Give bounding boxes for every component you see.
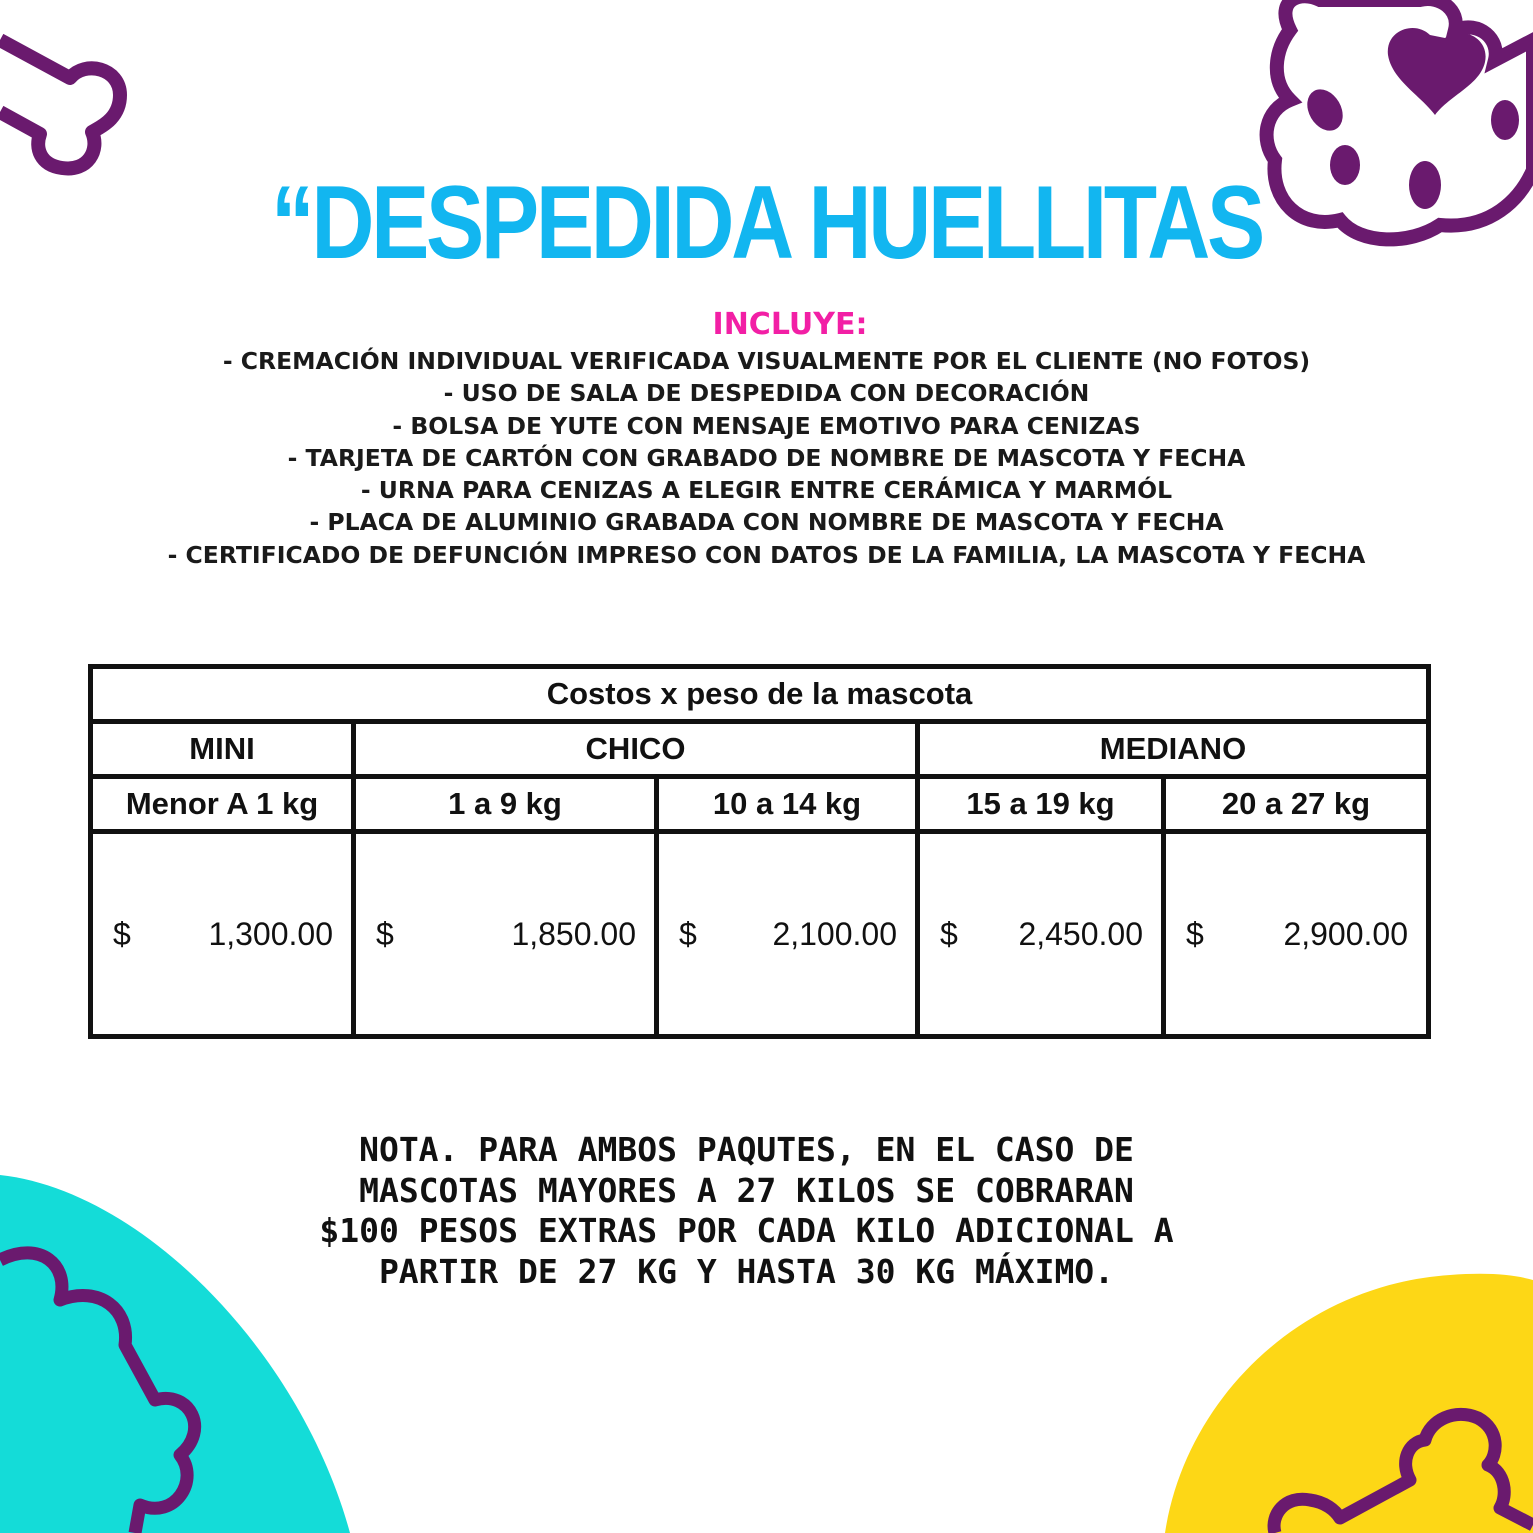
page-title: “DESPEDIDA HUELLITAS xyxy=(271,165,1262,281)
yellow-blob xyxy=(1165,1274,1533,1533)
weight-range-header: 15 a 19 kg xyxy=(918,777,1164,832)
note-line: NOTA. PARA AMBOS PAQUTES, EN EL CASO DE xyxy=(359,1130,1134,1169)
includes-list xyxy=(0,345,1533,571)
weight-range-header: 1 a 9 kg xyxy=(354,777,657,832)
includes-item: - CERTIFICADO DE DEFUNCIÓN IMPRESO CON DATOS DE LA FAMILIA, LA MASCOTA Y FECHA xyxy=(167,540,1366,569)
includes-item: - CREMACIÓN INDIVIDUAL VERIFICADA VISUALMENTE POR EL CLIENTE (NO FOTOS) xyxy=(222,347,1311,375)
size-group-header: MINI xyxy=(91,722,354,777)
includes-item: - URNA PARA CENIZAS A ELEGIR ENTRE CERÁMICA Y MARMÓL xyxy=(360,476,1173,505)
price-row xyxy=(91,832,1429,1037)
table-caption: Costos x peso de la mascota xyxy=(91,667,1429,722)
currency-symbol: $ xyxy=(940,915,958,952)
note-line: MASCOTAS MAYORES A 27 KILOS SE COBRARAN xyxy=(359,1170,1134,1210)
weight-range-header: 10 a 14 kg xyxy=(657,777,918,832)
size-group-header: CHICO xyxy=(354,722,918,777)
weight-range-row xyxy=(91,777,1429,832)
price-value: 2,100.00 xyxy=(772,915,897,952)
currency-symbol: $ xyxy=(679,915,697,952)
price-value: 2,450.00 xyxy=(1018,915,1143,952)
includes-item: - USO DE SALA DE DESPEDIDA CON DECORACIÓN xyxy=(443,379,1090,408)
price-cell xyxy=(918,832,1164,1037)
price-cell xyxy=(354,832,657,1037)
note-line: PARTIR DE 27 KG Y HASTA 30 KG MÁXIMO. xyxy=(378,1251,1115,1291)
includes-item: - TARJETA DE CARTÓN CON GRABADO DE NOMBRE DE MASCOTA Y FECHA xyxy=(287,443,1246,472)
weight-range-header: Menor A 1 kg xyxy=(91,777,354,832)
price-cell xyxy=(657,832,918,1037)
bone-icon-top-left xyxy=(0,40,120,168)
table-caption-row xyxy=(91,667,1429,722)
extra-weight-note xyxy=(0,1130,1493,1292)
currency-symbol: $ xyxy=(376,915,394,952)
size-group-row xyxy=(91,722,1429,777)
includes-heading: INCLUYE: xyxy=(712,307,868,342)
size-group-header: MEDIANO xyxy=(918,722,1429,777)
weight-range-header: 20 a 27 kg xyxy=(1164,777,1429,832)
includes-item: - BOLSA DE YUTE CON MENSAJE EMOTIVO PARA CENIZAS xyxy=(392,411,1141,440)
includes-item: - PLACA DE ALUMINIO GRABADA CON NOMBRE DE MASCOTA Y FECHA xyxy=(309,508,1224,537)
price-value: 1,300.00 xyxy=(208,915,333,952)
note-line: $100 PESOS EXTRAS POR CADA KILO ADICIONAL A xyxy=(319,1211,1174,1250)
price-cell xyxy=(1164,832,1429,1037)
currency-symbol: $ xyxy=(113,915,131,952)
price-value: 1,850.00 xyxy=(511,915,636,952)
price-value: 2,900.00 xyxy=(1283,915,1408,952)
currency-symbol: $ xyxy=(1186,915,1204,952)
price-table xyxy=(88,664,1431,1039)
price-cell xyxy=(91,832,354,1037)
